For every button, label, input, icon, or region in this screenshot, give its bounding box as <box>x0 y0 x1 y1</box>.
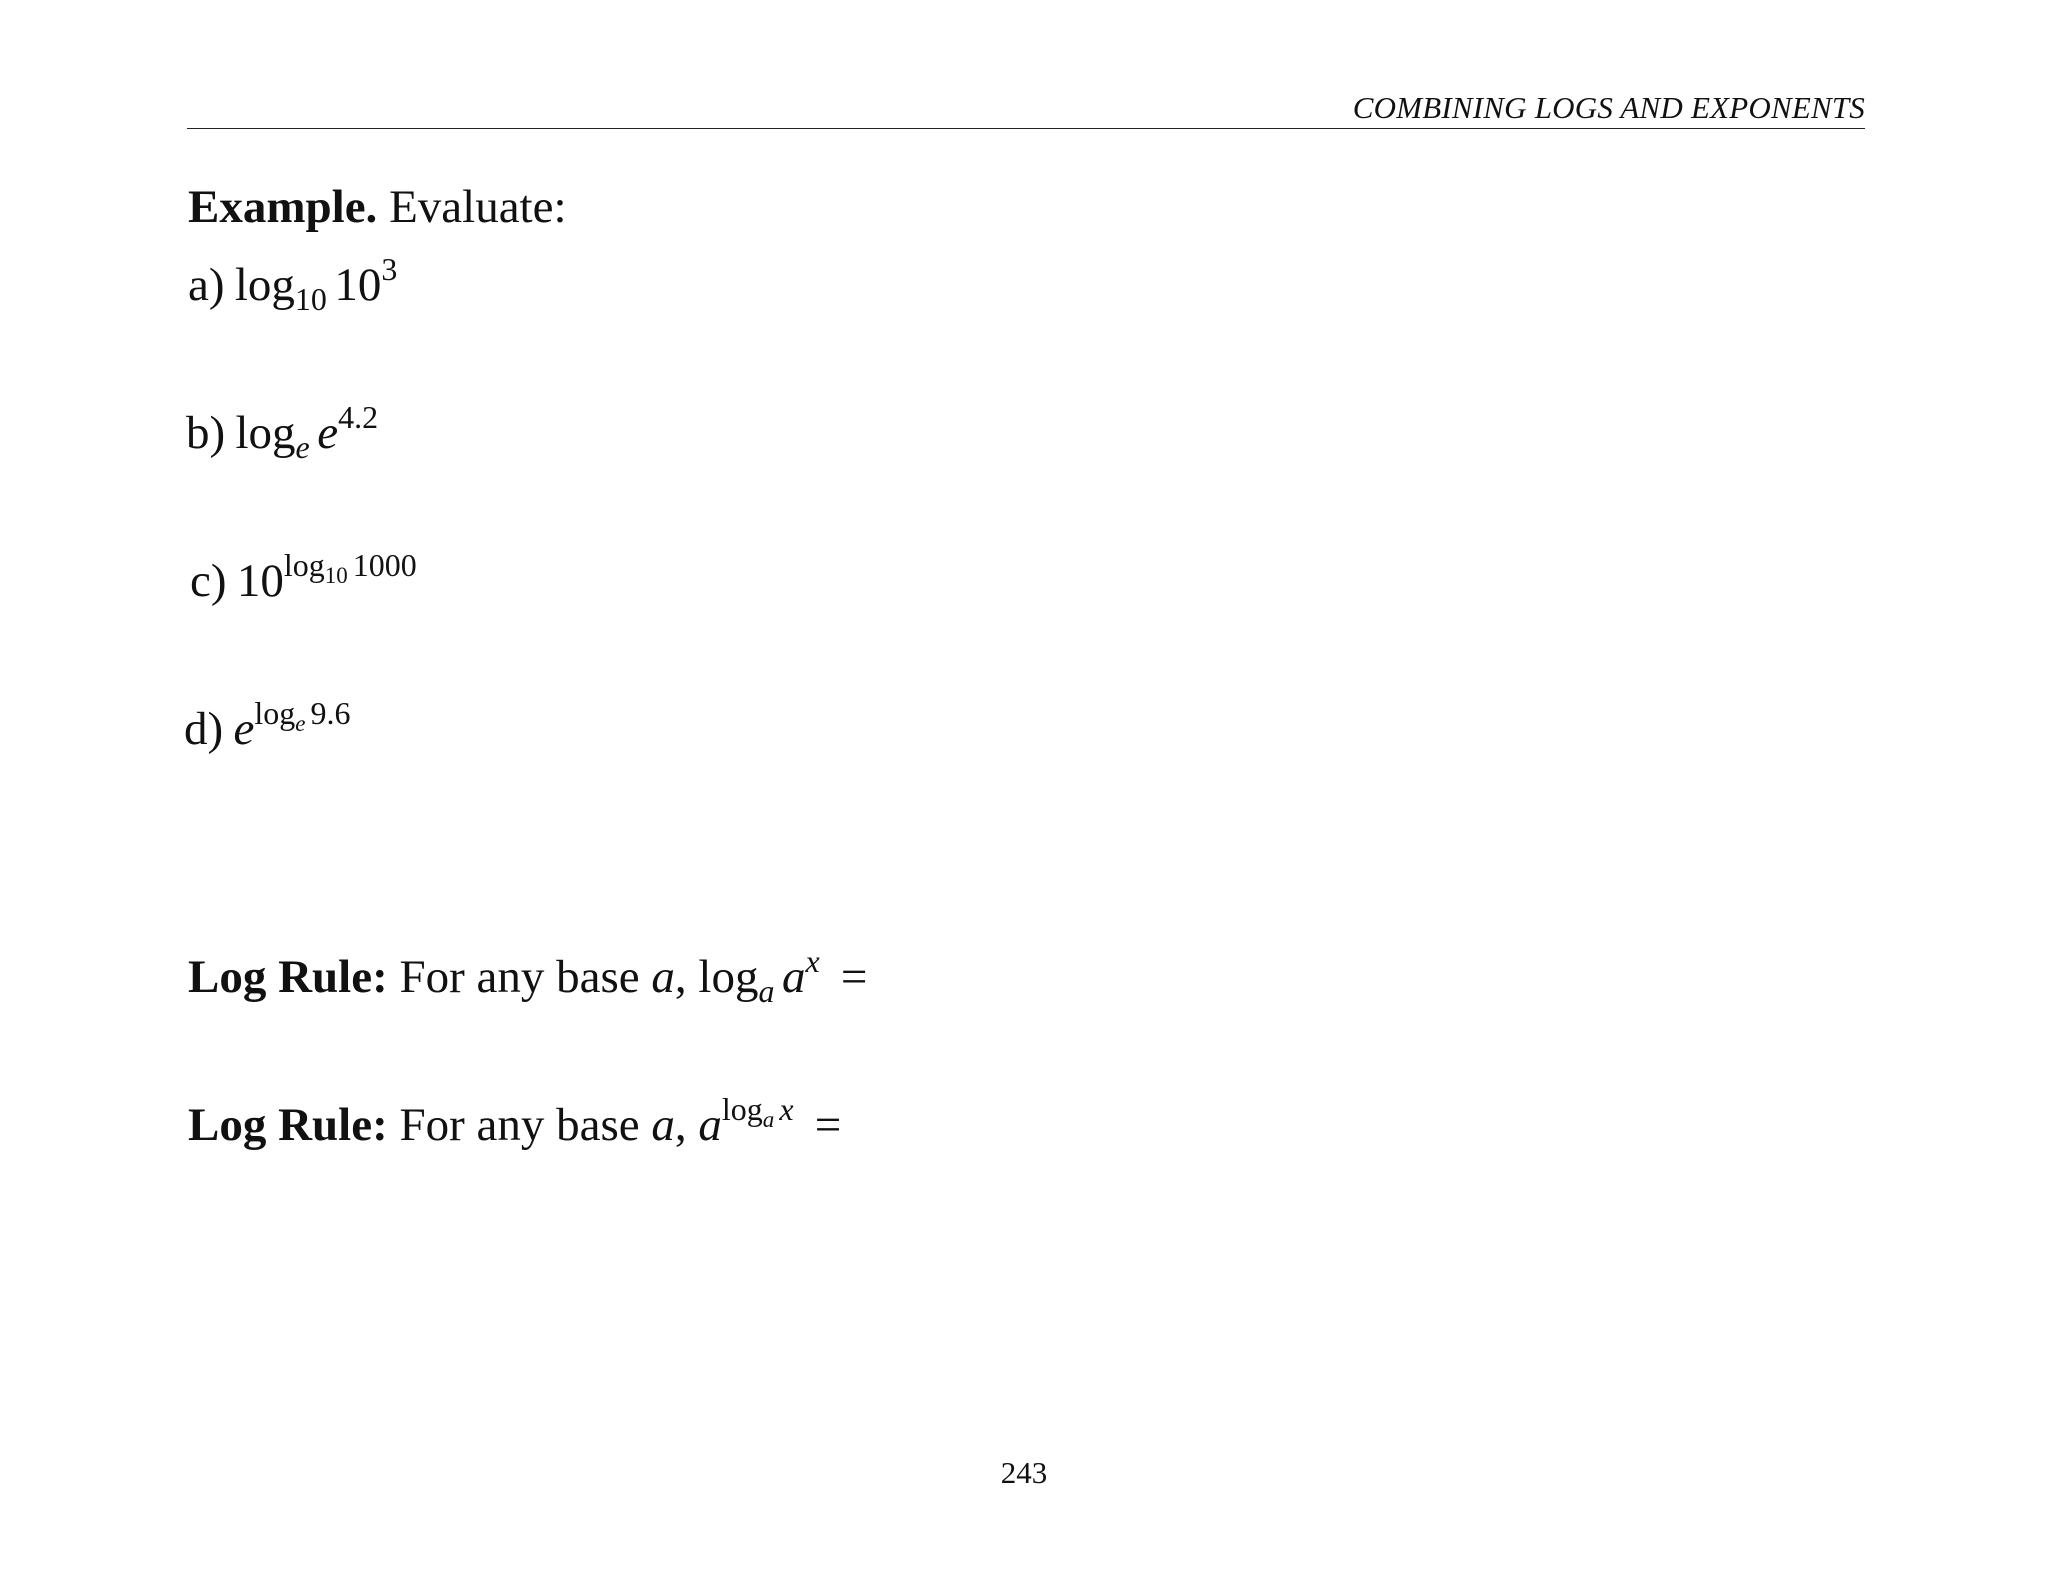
power-exponent <box>254 696 351 737</box>
equals-sign: = <box>840 951 868 1003</box>
exponent-log-operator: log <box>721 1092 763 1128</box>
power-base: e <box>317 407 339 459</box>
equals-sign: = <box>814 1099 842 1151</box>
problem-d <box>184 696 351 756</box>
power-base: e <box>233 703 255 755</box>
power-base: 10 <box>236 555 284 607</box>
log-base: e <box>295 430 310 466</box>
example-heading-line <box>188 180 567 234</box>
page-number: 243 <box>1000 1455 1048 1490</box>
log-rule-2 <box>188 1092 842 1152</box>
problem-a <box>188 252 398 318</box>
rule-heading: Log Rule: <box>188 1099 388 1151</box>
exponent-log-operator: log <box>283 548 325 584</box>
log-operator: log <box>235 407 296 459</box>
exponent-log-base: a <box>762 1106 775 1133</box>
problem-label: d) <box>184 703 224 755</box>
log-base: 10 <box>294 282 327 318</box>
rule-comma: , <box>674 951 687 1003</box>
rule-variable: a <box>651 1099 675 1151</box>
exponent-log-operator: log <box>254 696 296 732</box>
log-operator: log <box>234 259 295 311</box>
page-header <box>187 86 1865 129</box>
power-exponent <box>283 548 417 589</box>
log-rule-1 <box>188 944 868 1010</box>
problem-label: a) <box>188 259 225 311</box>
exponent-log-argument: 9.6 <box>310 696 351 732</box>
power-base: a <box>698 1099 722 1151</box>
log-base: a <box>758 974 775 1010</box>
example-instruction: Evaluate: <box>389 181 567 233</box>
exponent-log-base: 10 <box>324 562 348 589</box>
rule-heading: Log Rule: <box>188 951 388 1003</box>
problem-label: c) <box>190 555 227 607</box>
exponent-log-argument: x <box>779 1092 794 1128</box>
power-exponent: x <box>805 944 820 980</box>
example-label: Example. <box>188 181 378 233</box>
power-exponent: 4.2 <box>338 400 379 436</box>
power-base: a <box>781 951 806 1003</box>
problem-c <box>190 548 417 608</box>
power-base: 10 <box>334 259 382 311</box>
power-exponent: 3 <box>381 252 398 288</box>
rule-prefix: For any base <box>399 951 640 1003</box>
rule-prefix: For any base <box>399 1099 640 1151</box>
power-exponent <box>721 1092 794 1133</box>
log-operator: log <box>698 951 759 1003</box>
rule-comma: , <box>674 1099 687 1151</box>
problem-label: b) <box>186 407 226 459</box>
rule-variable: a <box>651 951 675 1003</box>
problem-b <box>186 400 379 466</box>
exponent-log-base: e <box>295 710 306 737</box>
exponent-log-argument: 1000 <box>352 548 417 584</box>
running-title: COMBINING LOGS AND EXPONENTS <box>1352 90 1865 125</box>
